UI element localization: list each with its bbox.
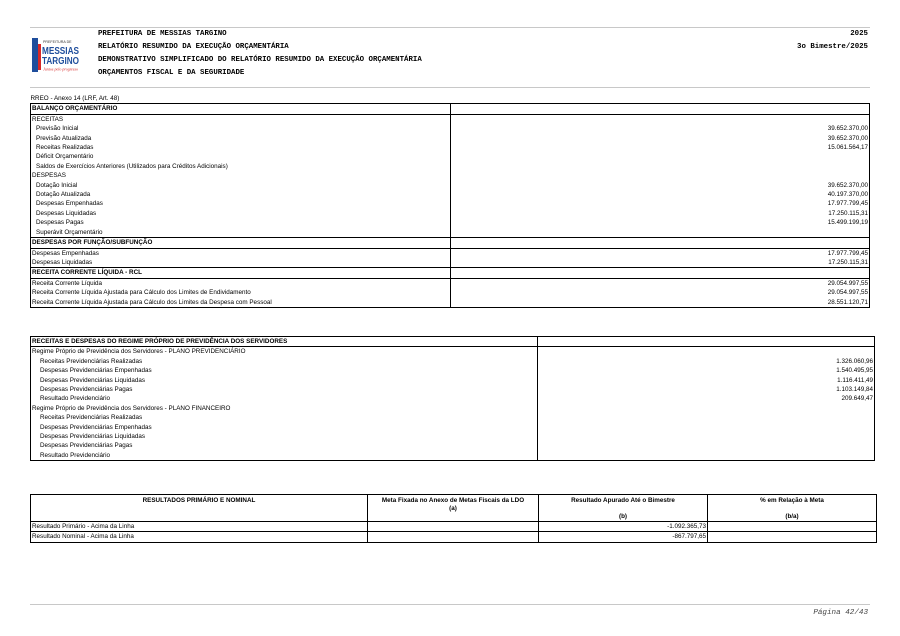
row-value: 17.250.115,31 xyxy=(450,209,870,218)
row-label: Dotação Inicial xyxy=(31,181,451,190)
table-row xyxy=(31,190,870,199)
table-row xyxy=(31,162,870,171)
report-period: 3o Bimestre/2025 xyxy=(797,43,868,51)
section-title: RECEITA CORRENTE LÍQUIDA - RCL xyxy=(31,268,451,278)
row-label: Receitas Previdenciárias Realizadas xyxy=(31,413,538,422)
header-top-rule xyxy=(30,27,870,28)
row-label: Resultado Previdenciário xyxy=(31,451,538,461)
table-row xyxy=(31,522,877,532)
row-label: Despesas Empenhadas xyxy=(31,248,451,258)
row-label: Despesas Liquidadas xyxy=(31,209,451,218)
row-value xyxy=(450,228,870,238)
row-label: Despesas Previdenciárias Pagas xyxy=(31,441,538,450)
row-label: Despesas Empenhadas xyxy=(31,199,451,208)
table-row xyxy=(31,366,875,375)
group-label: Regime Próprio de Previdência dos Servidores - PLANO PREVIDENCIÁRIO xyxy=(31,347,538,357)
table-row xyxy=(31,124,870,133)
row-label: Previsão Inicial xyxy=(31,124,451,133)
balanco-table xyxy=(30,94,870,308)
row-value: 29.054.997,55 xyxy=(450,288,870,297)
table-row xyxy=(31,298,870,308)
table-row xyxy=(31,199,870,208)
table-row xyxy=(31,423,875,432)
row-label: Despesas Previdenciárias Empenhadas xyxy=(31,423,538,432)
group-label: RECEITAS xyxy=(31,114,451,124)
table-row xyxy=(31,376,875,385)
row-value xyxy=(538,423,875,432)
report-year: 2025 xyxy=(850,30,868,38)
svg-text:PREFEITURA DE: PREFEITURA DE xyxy=(43,40,72,44)
row-label: Receita Corrente Líquida Ajustada para Cálculo dos Limites da Despesa com Pessoal xyxy=(31,298,451,308)
result-pct xyxy=(708,532,877,542)
section-title: RECEITAS E DESPESAS DO REGIME PRÓPRIO DE PREVIDÊNCIA DOS SERVIDORES xyxy=(31,337,538,347)
row-label: Receitas Realizadas xyxy=(31,143,451,152)
table-row xyxy=(31,441,875,450)
section-header xyxy=(31,268,870,278)
row-value: 1.103.149,84 xyxy=(538,385,875,394)
result-label: Resultado Primário - Acima da Linha xyxy=(31,522,368,532)
row-value: 15.499.199,19 xyxy=(450,218,870,227)
orcamentos-title: ORÇAMENTOS FISCAL E DA SEGURIDADE xyxy=(98,69,245,77)
table-row xyxy=(31,278,870,288)
row-label: Resultado Previdenciário xyxy=(31,394,538,403)
report-title: RELATÓRIO RESUMIDO DA EXECUÇÃO ORÇAMENTÁRIA xyxy=(98,43,289,51)
results-col-apurado: Resultado Apurado Até o Bimestre (b) xyxy=(539,495,708,522)
table-row xyxy=(31,181,870,190)
group-row xyxy=(31,347,875,357)
group-label: Regime Próprio de Previdência dos Servidores - PLANO FINANCEIRO xyxy=(31,404,538,413)
result-label: Resultado Nominal - Acima da Linha xyxy=(31,532,368,542)
table-row xyxy=(31,385,875,394)
previdencia-table xyxy=(30,336,875,461)
row-label: Despesas Previdenciárias Liquidadas xyxy=(31,432,538,441)
row-label: Despesas Previdenciárias Empenhadas xyxy=(31,366,538,375)
row-value xyxy=(538,432,875,441)
group-row xyxy=(31,114,870,124)
svg-text:MESSIAS: MESSIAS xyxy=(42,46,80,57)
row-value: 15.061.564,17 xyxy=(450,143,870,152)
row-value: 40.197.370,00 xyxy=(450,190,870,199)
row-label: Déficit Orçamentário xyxy=(31,152,451,161)
table-row xyxy=(31,288,870,297)
table-row xyxy=(31,451,875,461)
page-number: Página 42/43 xyxy=(813,609,868,617)
svg-text:Juntos pelo progresso: Juntos pelo progresso xyxy=(43,66,79,72)
results-header-row xyxy=(31,495,877,522)
row-value xyxy=(450,162,870,171)
result-meta xyxy=(368,532,539,542)
row-value xyxy=(538,413,875,422)
table-row xyxy=(31,143,870,152)
row-label: Despesas Liquidadas xyxy=(31,258,451,268)
municipality-logo xyxy=(32,38,80,72)
table-row xyxy=(31,357,875,366)
row-label: Saldos de Exercícios Anteriores (Utilizados para Créditos Adicionais) xyxy=(31,162,451,171)
section-header xyxy=(31,337,875,347)
group-row xyxy=(31,171,870,180)
result-apurado: -867.797,65 xyxy=(539,532,708,542)
row-value: 28.551.120,71 xyxy=(450,298,870,308)
row-label: Despesas Previdenciárias Liquidadas xyxy=(31,376,538,385)
row-value xyxy=(450,152,870,161)
result-meta xyxy=(368,522,539,532)
row-value: 39.652.370,00 xyxy=(450,134,870,143)
prefeitura-title: PREFEITURA DE MESSIAS TARGINO xyxy=(98,30,227,38)
row-value: 39.652.370,00 xyxy=(450,124,870,133)
row-value: 209.649,47 xyxy=(538,394,875,403)
row-value xyxy=(538,441,875,450)
result-apurado: -1.092.365,73 xyxy=(539,522,708,532)
footer-rule xyxy=(30,604,870,605)
row-value: 39.652.370,00 xyxy=(450,181,870,190)
row-value xyxy=(538,451,875,461)
group-label: DESPESAS xyxy=(31,171,451,180)
row-label: Despesas Pagas xyxy=(31,218,451,227)
row-value: 17.250.115,31 xyxy=(450,258,870,268)
table-row xyxy=(31,134,870,143)
section-title: BALANÇO ORÇAMENTÁRIO xyxy=(31,104,451,114)
row-label: Receita Corrente Líquida xyxy=(31,278,451,288)
resultados-table xyxy=(30,494,877,543)
svg-text:TARGINO: TARGINO xyxy=(42,56,80,67)
results-col-pct: % em Relação à Meta (b/a) xyxy=(708,495,877,522)
table-row xyxy=(31,394,875,403)
table-row xyxy=(31,228,870,238)
results-col-title: RESULTADOS PRIMÁRIO E NOMINAL xyxy=(31,495,368,522)
table-row xyxy=(31,248,870,258)
row-label: Receitas Previdenciárias Realizadas xyxy=(31,357,538,366)
table-row xyxy=(31,413,875,422)
row-label: Despesas Previdenciárias Pagas xyxy=(31,385,538,394)
row-value: 29.054.997,55 xyxy=(450,278,870,288)
section-title: DESPESAS POR FUNÇÃO/SUBFUNÇÃO xyxy=(31,238,451,248)
result-pct xyxy=(708,522,877,532)
row-label: Dotação Atualizada xyxy=(31,190,451,199)
row-value: 1.116.411,49 xyxy=(538,376,875,385)
annex-label: RREO - Anexo 14 (LRF, Art. 48) xyxy=(30,95,120,102)
row-value: 1.326.060,96 xyxy=(538,357,875,366)
table-row xyxy=(31,258,870,268)
row-value: 17.977.799,45 xyxy=(450,199,870,208)
table-row xyxy=(31,209,870,218)
row-label: Superávit Orçamentário xyxy=(31,228,451,238)
group-row xyxy=(31,404,875,413)
row-value: 1.540.495,95 xyxy=(538,366,875,375)
row-label: Previsão Atualizada xyxy=(31,134,451,143)
section-header xyxy=(31,104,870,114)
results-col-meta: Meta Fixada no Anexo de Metas Fiscais da LDO (a) xyxy=(368,495,539,522)
table-row xyxy=(31,432,875,441)
table-row xyxy=(31,532,877,542)
table-row xyxy=(31,152,870,161)
row-value: 17.977.799,45 xyxy=(450,248,870,258)
table-row xyxy=(31,218,870,227)
row-label: Receita Corrente Líquida Ajustada para Cálculo dos Limites de Endividamento xyxy=(31,288,451,297)
section-header xyxy=(31,238,870,248)
demonstrativo-title: DEMONSTRATIVO SIMPLIFICADO DO RELATÓRIO RESUMIDO DA EXECUÇÃO ORÇAMENTÁRIA xyxy=(98,56,422,64)
header-bottom-rule xyxy=(30,87,870,88)
